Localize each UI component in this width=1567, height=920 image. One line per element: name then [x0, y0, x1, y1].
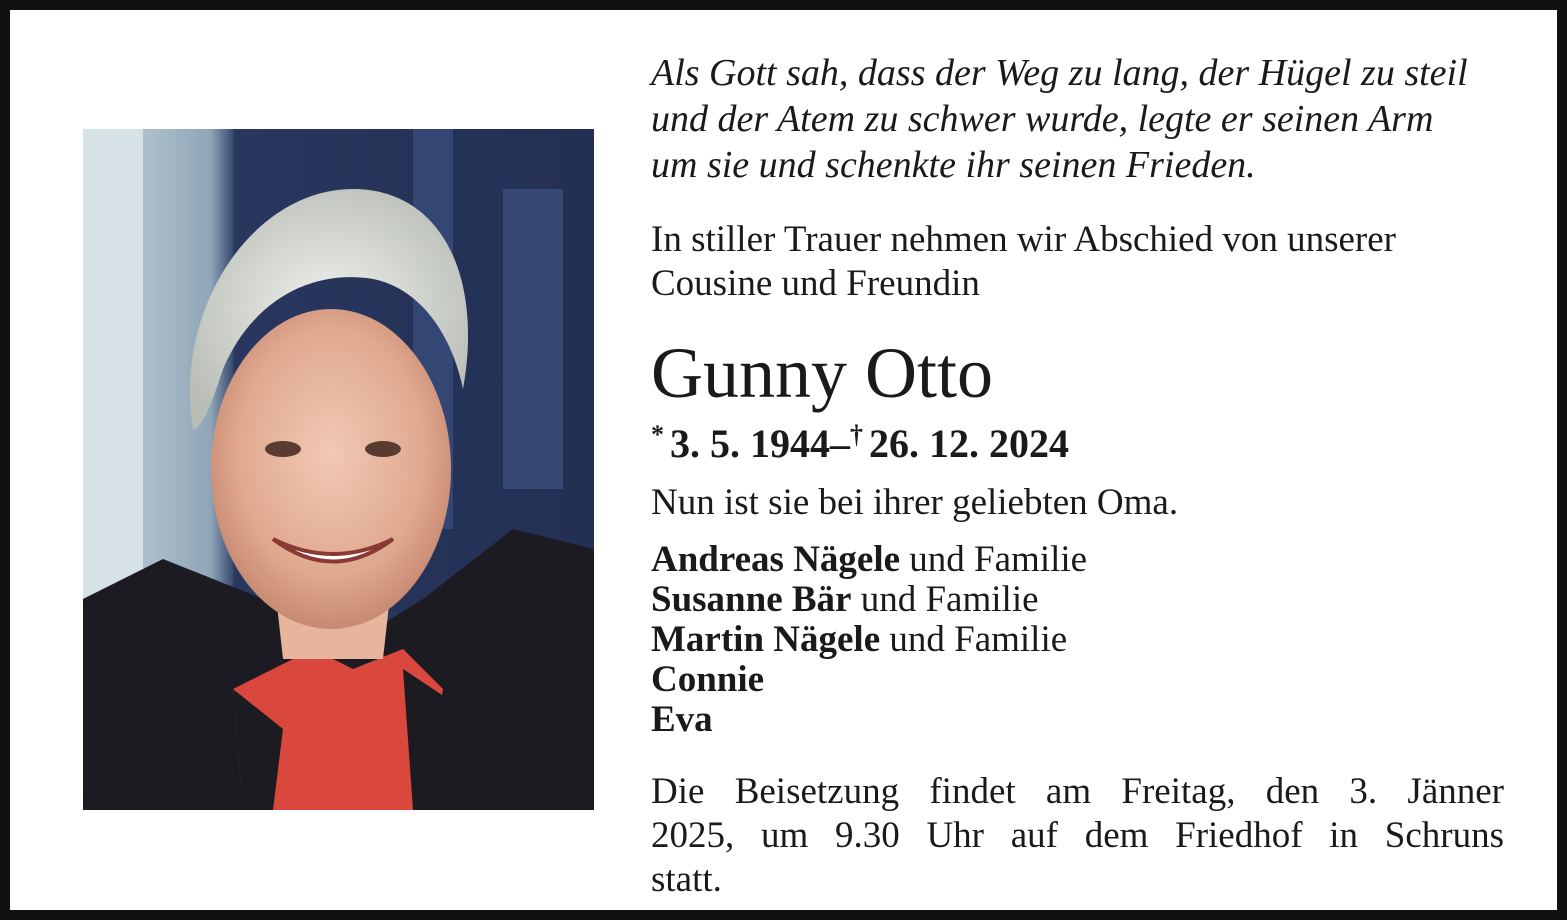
mourner-item	[651, 540, 1087, 580]
intro-line: Cousine und Freundin	[651, 263, 980, 304]
birth-date: 3. 5. 1944	[670, 421, 830, 466]
intro-text	[651, 218, 1396, 306]
quote-line: und der Atem zu schwer wurde, legte er seinen Arm	[651, 98, 1434, 140]
intro-line: In stiller Trauer nehmen wir Abschied von unserer	[651, 219, 1396, 260]
mourner-item	[651, 700, 1087, 740]
quote-line: Als Gott sah, dass der Weg zu lang, der Hügel zu steil	[651, 52, 1468, 94]
portrait-image	[83, 129, 594, 810]
date-separator: –	[830, 421, 850, 466]
quote-line: um sie und schenkte ihr seinen Frieden.	[651, 144, 1256, 186]
mourner-item	[651, 580, 1087, 620]
portrait-photo	[83, 129, 594, 810]
notice-text	[651, 50, 1511, 900]
mourner-name: Susanne Bär	[651, 579, 852, 620]
mourner-suffix: und Familie	[909, 539, 1088, 580]
mourner-name: Andreas Nägele	[651, 539, 901, 580]
mourner-suffix: und Familie	[889, 619, 1068, 660]
funeral-line: 2025, um 9.30 Uhr auf dem Friedhof in Schruns	[651, 815, 1504, 856]
mourner-item	[651, 660, 1087, 700]
deceased-name: Gunny Otto	[651, 333, 993, 413]
funeral-line: Die Beisetzung findet am Freitag, den 3. Jänner	[651, 771, 1504, 812]
life-dates	[651, 412, 1069, 467]
funeral-line: statt.	[651, 859, 722, 900]
mourner-name: Eva	[651, 699, 713, 740]
mourner-suffix: und Familie	[860, 579, 1039, 620]
mourner-item	[651, 620, 1087, 660]
death-date: 26. 12. 2024	[869, 421, 1069, 466]
death-symbol: †	[850, 420, 863, 449]
memorial-quote	[651, 50, 1511, 188]
birth-symbol: *	[651, 420, 664, 449]
mourners-list	[651, 540, 1087, 740]
mourner-name: Connie	[651, 659, 765, 700]
statement-text: Nun ist sie bei ihrer geliebten Oma.	[651, 482, 1179, 523]
funeral-details	[651, 770, 1504, 902]
mourner-name: Martin Nägele	[651, 619, 881, 660]
